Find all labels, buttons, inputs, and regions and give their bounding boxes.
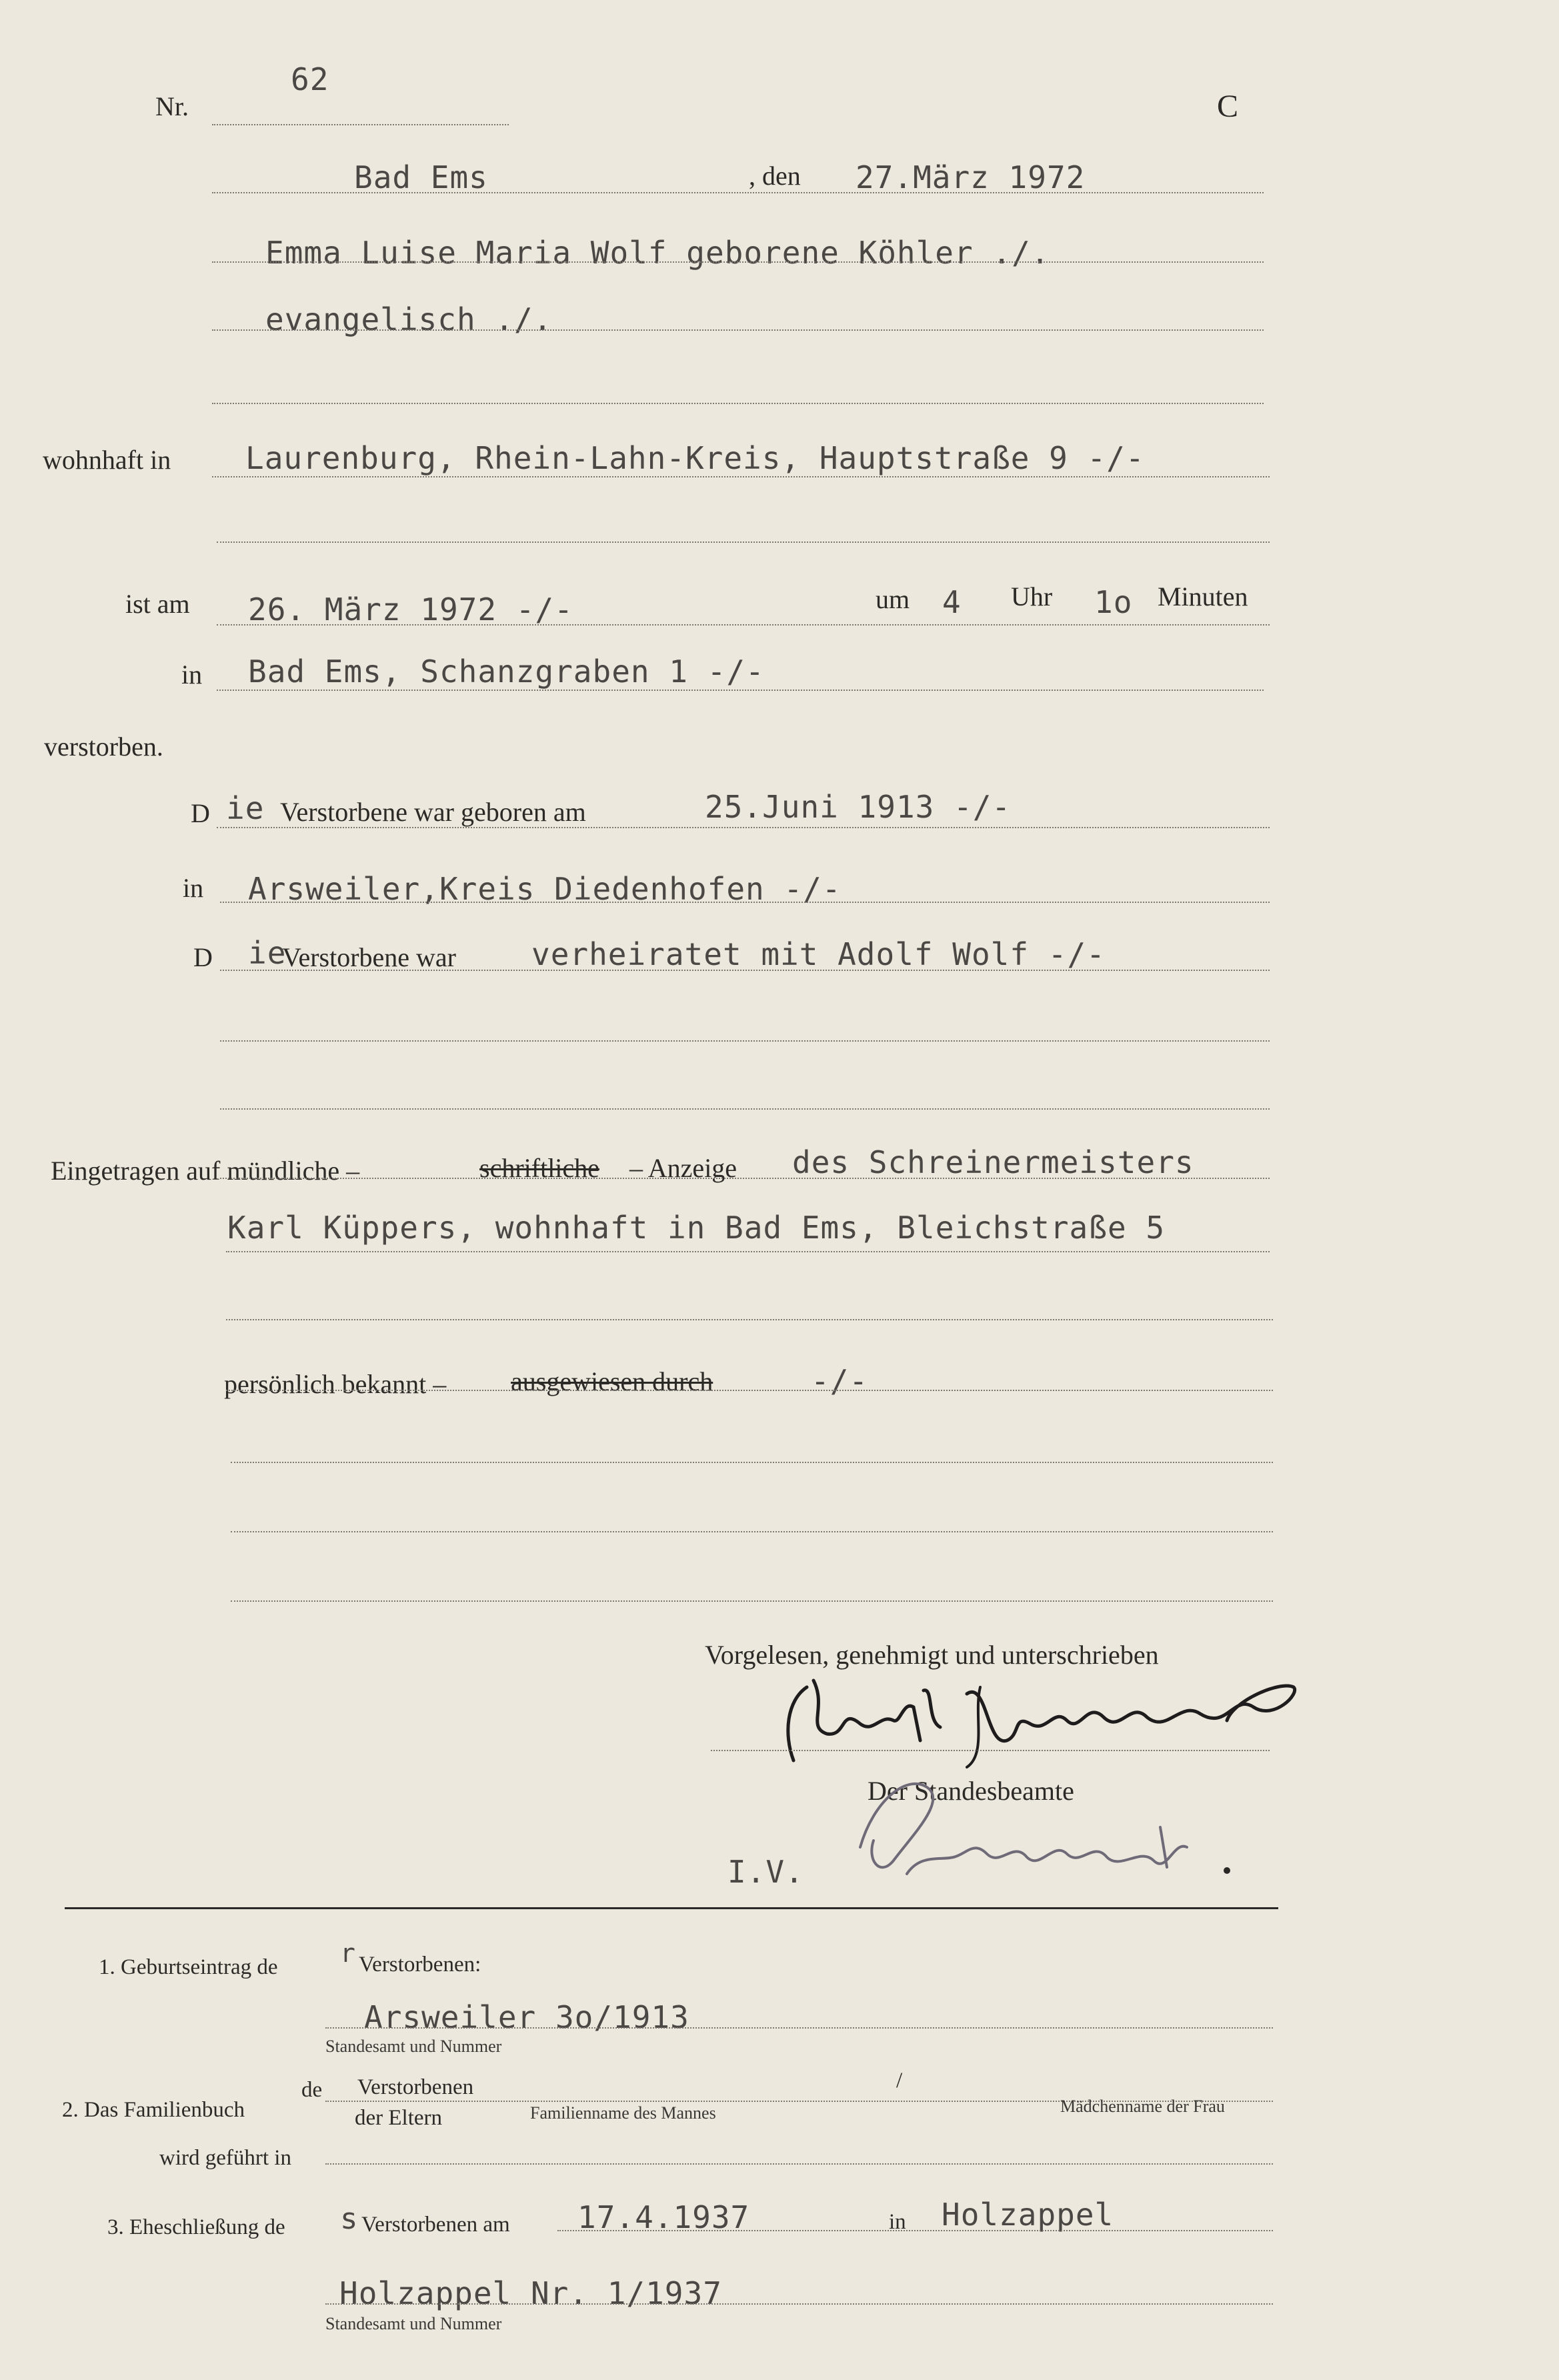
read-approved-label: Vorgelesen, genehmigt und unterschrieben <box>705 1640 1159 1670</box>
marital-ie-typed: ie <box>248 935 287 971</box>
residence-label: wohnhaft in <box>43 445 171 475</box>
note3-label-b: Verstorbenen am <box>361 2213 510 2237</box>
ist-am-label: ist am <box>125 589 190 619</box>
note2-husband-caption: Familienname des Mannes <box>530 2103 716 2123</box>
known-struck: ausgewiesen durch <box>511 1366 713 1396</box>
residence-value: Laurenburg, Rhein-Lahn-Kreis, Hauptstraße 9 -/- <box>245 440 1145 476</box>
blank-line <box>212 403 1264 404</box>
registration-line <box>220 1178 1270 1179</box>
note3-value: Holzappel Nr. 1/1937 <box>339 2275 722 2311</box>
informant-line-2-rule <box>226 1251 1270 1252</box>
registration-date: 27.März 1972 <box>856 159 1086 195</box>
iv-typed: I.V. <box>727 1854 804 1890</box>
informant-line-1: des Schreinermeisters <box>792 1144 1194 1180</box>
registration-label-a: Eingetragen auf mündliche – <box>51 1156 360 1186</box>
place-date-line <box>212 192 1264 193</box>
death-date: 26. März 1972 -/- <box>248 591 573 628</box>
informant-line-3-rule <box>226 1319 1273 1320</box>
note2-kept-line <box>325 2163 1273 2165</box>
death-hour: 4 <box>942 584 962 620</box>
note2-kept-label: wird geführt in <box>159 2146 291 2170</box>
uhr-label: Uhr <box>1011 581 1053 612</box>
registrar-label: Der Standesbeamte <box>868 1776 1074 1806</box>
note3-place: Holzappel <box>942 2197 1114 2233</box>
residence-line-2 <box>217 541 1270 543</box>
note2-slash: / <box>896 2069 903 2093</box>
death-in-label: in <box>181 660 203 690</box>
note2-option-parents: der Eltern <box>355 2106 443 2130</box>
name-line <box>212 261 1264 263</box>
note3-in-label: in <box>889 2210 906 2234</box>
residence-line <box>212 476 1270 477</box>
note2-de: de <box>301 2078 323 2102</box>
nr-label: Nr. <box>155 91 189 121</box>
religion-line <box>212 329 1264 331</box>
minuten-label: Minuten <box>1158 581 1248 612</box>
registration-struck: schriftliche <box>479 1153 599 1183</box>
marital-line <box>220 970 1270 971</box>
note2-option-deceased: Verstorbenen <box>357 2075 474 2099</box>
death-date-line <box>217 624 1270 626</box>
birth-d-label: D <box>191 798 210 828</box>
note1-value: Arsweiler 3o/1913 <box>364 1999 689 2035</box>
nr-line <box>212 124 509 125</box>
note1-label: 1. Geburtseintrag de <box>99 1955 278 1979</box>
note2-wife-caption: Mädchenname der Frau <box>1060 2097 1225 2116</box>
note3-line <box>557 2230 1273 2231</box>
informant-signature-line <box>711 1750 1270 1751</box>
birth-label: Verstorbene war geboren am <box>280 797 586 827</box>
note3-suffix: s <box>340 2202 359 2236</box>
note1-suffix: r <box>340 1939 356 1968</box>
registration-label-b: – Anzeige <box>629 1153 737 1183</box>
note3-date: 17.4.1937 <box>577 2199 750 2235</box>
known-label: persönlich bekannt – <box>224 1369 447 1399</box>
marital-line-3 <box>220 1108 1270 1110</box>
birth-place-line <box>220 902 1270 903</box>
death-place: Bad Ems, Schanzgraben 1 -/- <box>248 654 765 690</box>
marital-d-label: D <box>193 942 213 972</box>
informant-line-2: Karl Küppers, wohnhaft in Bad Ems, Bleichstraße 5 <box>227 1210 1166 1246</box>
death-minute: 1o <box>1094 584 1133 620</box>
note1-line <box>325 2027 1273 2029</box>
den-label: , den <box>749 161 801 191</box>
um-label: um <box>876 584 910 614</box>
blank-line-a <box>231 1462 1273 1463</box>
nr-value: 62 <box>291 61 329 97</box>
known-line <box>226 1390 1273 1391</box>
deceased-name: Emma Luise Maria Wolf geborene Köhler ./. <box>265 235 1050 271</box>
standesamt-nummer-caption: Standesamt und Nummer <box>325 2037 502 2056</box>
note3-value-line <box>325 2303 1273 2305</box>
marital-value: verheiratet mit Adolf Wolf -/- <box>531 936 1106 972</box>
birth-place: Arsweiler,Kreis Diedenhofen -/- <box>248 871 842 907</box>
birth-ie-typed: ie <box>226 790 265 826</box>
verstorben-label: verstorben. <box>44 732 163 762</box>
note3-label: 3. Eheschließung de <box>107 2215 285 2239</box>
informant-signature <box>767 1660 1314 1774</box>
note2-label: 2. Das Familienbuch <box>62 2098 245 2122</box>
blank-line-c <box>231 1600 1273 1602</box>
note1-label-b: Verstorbenen: <box>359 1953 481 1977</box>
section-divider <box>65 1907 1278 1909</box>
registrar-signature <box>854 1760 1254 1894</box>
birth-in-label: in <box>183 873 204 903</box>
birth-date-line <box>217 827 1270 828</box>
marital-line-2 <box>220 1040 1270 1042</box>
standesamt-nummer-caption-2: Standesamt und Nummer <box>325 2314 502 2333</box>
marital-label: Verstorbene war <box>282 942 456 972</box>
deceased-religion: evangelisch ./. <box>265 301 553 337</box>
birth-date: 25.Juni 1913 -/- <box>705 789 1012 825</box>
known-value: -/- <box>811 1363 869 1399</box>
register-letter: C <box>1217 89 1239 124</box>
blank-line-b <box>231 1531 1273 1532</box>
registration-place: Bad Ems <box>354 159 488 195</box>
death-place-line <box>217 690 1264 691</box>
